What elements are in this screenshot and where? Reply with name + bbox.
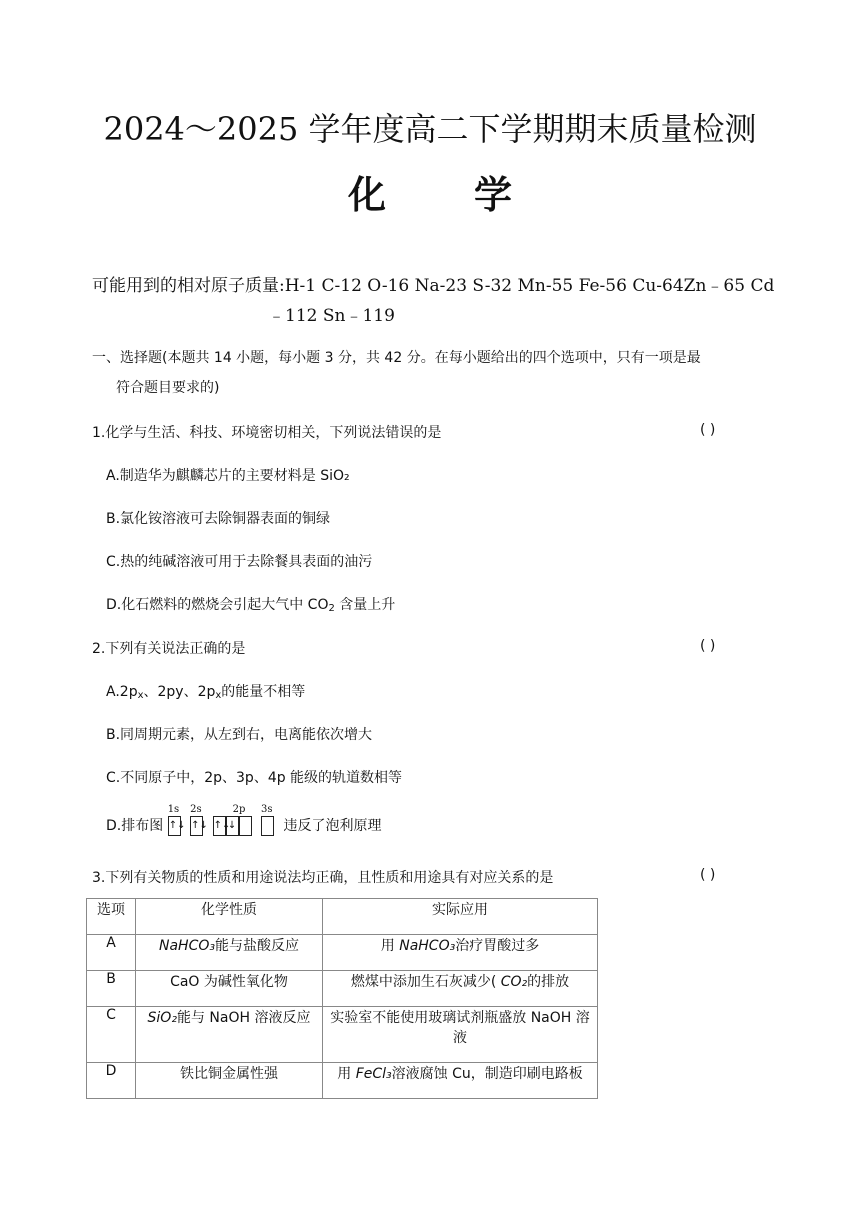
q1-option-b: B.氯化铵溶液可去除铜器表面的铜绿 [106, 511, 331, 527]
table-header: 化学性质 [136, 899, 323, 935]
exam-title: 2024～2025 学年度高二下学期期末质量检测 [103, 110, 757, 148]
atomic-masses-line-2: ﹣112 Sn﹣119 [268, 306, 395, 326]
q3-stem: 3.下列有关物质的性质和用途说法均正确，且性质和用途具有对应关系的是 [92, 870, 554, 886]
q3-table [86, 898, 598, 1099]
table-header: 实际应用 [323, 899, 598, 935]
atomic-masses-line-1: 可能用到的相对原子质量:H-1 C-12 O-16 Na-23 S-32 Mn-55 Fe-56 Cu-64Zn﹣65 Cd [92, 276, 775, 296]
q2-answer-bracket: ( ) [700, 638, 716, 654]
subject-char-2: 学 [474, 172, 513, 217]
q2-option-a: $A.2p_x$、2py、$2p_x$的能量不相等 [106, 684, 306, 701]
q1-answer-bracket: ( ) [700, 422, 716, 438]
section-heading-line-1: 一、选择题(本题共 14 小题，每小题 3 分，共 42 分。在每小题给出的四个选项中，只有一项是最 [92, 350, 701, 366]
q2-option-d: D.排布图 1s ↑↓ 2s ↑↓ 2p ↑↓↓ 3s 违反了泡利原理 [106, 804, 382, 834]
subject-char-1: 化 [347, 172, 386, 217]
table-header: 选项 [87, 899, 136, 935]
orbital-diagram: 1s ↑↓ 2s ↑↓ 2p ↑↓↓ 3s [168, 816, 279, 836]
q2-option-c: C.不同原子中，2p、3p、4p 能级的轨道数相等 [106, 770, 403, 786]
q1-stem: 1.化学与生活、科技、环境密切相关，下列说法错误的是 [92, 425, 442, 441]
table-row: A NaHCO₃能与盐酸反应 用 NaHCO₃治疗胃酸过多 [87, 935, 598, 971]
q3-answer-bracket: ( ) [700, 867, 716, 883]
subject-title [0, 164, 860, 219]
section-heading-line-2: 符合题目要求的) [116, 380, 220, 396]
q1-option-d: D.化石燃料的燃烧会引起大气中 $CO_2$ 含量上升 [106, 597, 396, 614]
q2-option-b: B.同周期元素，从左到右，电离能依次增大 [106, 727, 373, 743]
table-row: B CaO 为碱性氧化物 燃煤中添加生石灰减少( CO₂的排放 [87, 971, 598, 1007]
table-row: C SiO₂能与 NaOH 溶液反应 实验室不能使用玻璃试剂瓶盛放 NaOH 溶液 [87, 1007, 598, 1063]
q2-stem: 2.下列有关说法正确的是 [92, 641, 246, 657]
q1-option-a: A.制造华为麒麟芯片的主要材料是 SiO₂ [106, 468, 350, 484]
q1-option-c: C.热的纯碱溶液可用于去除餐具表面的油污 [106, 554, 373, 570]
table-row: D 铁比铜金属性强 用 FeCl₃溶液腐蚀 Cu，制造印刷电路板 [87, 1063, 598, 1099]
